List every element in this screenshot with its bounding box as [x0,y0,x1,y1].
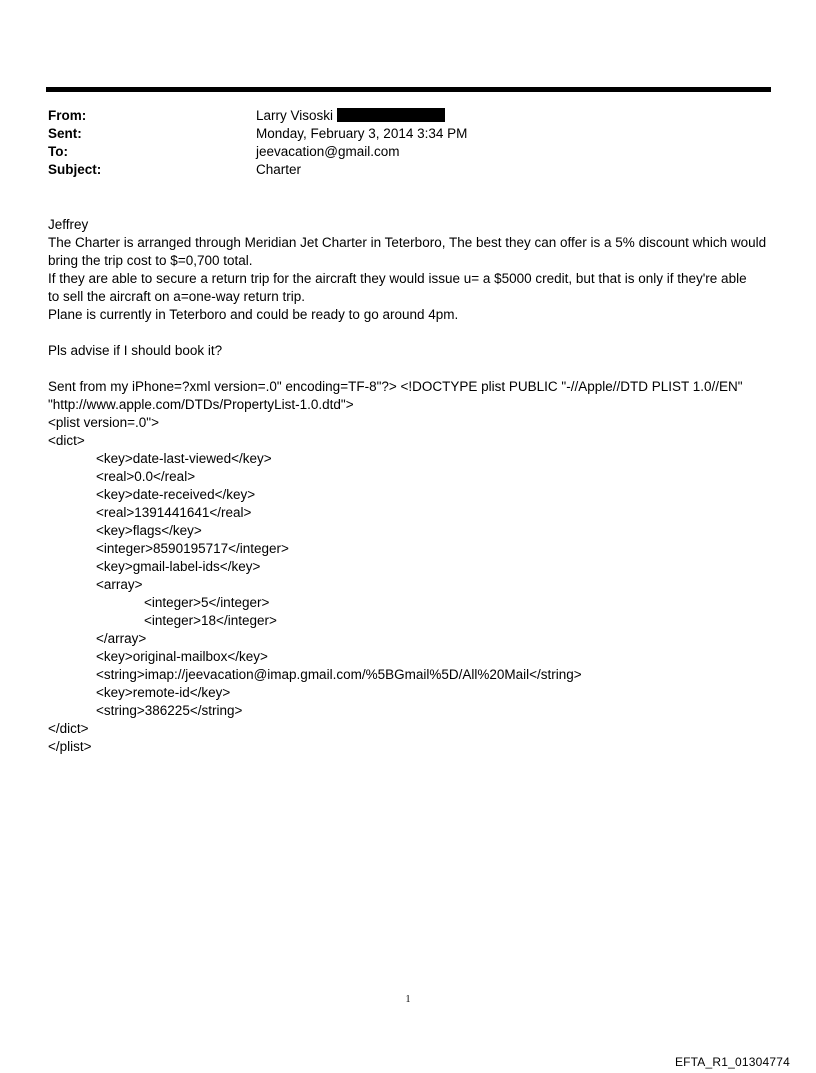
body-line: to sell the aircraft on a=one-way return trip. [48,289,306,304]
plist-line: </array> [96,631,147,646]
to-row [48,143,768,161]
signature-line: "http://www.apple.com/DTDs/PropertyList-1.0.dtd"> [48,397,354,412]
blank-line [48,360,772,378]
body-line: The Charter is arranged through Meridian Jet Charter in Teterboro, The best they can offer is a 5% discount which would [48,235,767,250]
plist-line: <real>1391441641</real> [96,505,252,520]
subject-value: Charter [256,162,302,177]
redaction-box [337,108,445,122]
plist-line: <key>gmail-label-ids</key> [96,559,261,574]
plist-line: <integer>5</integer> [144,595,270,610]
blank-line [48,324,772,342]
body-line: bring the trip cost to $=0,700 total. [48,253,253,268]
sent-value: Monday, February 3, 2014 3:34 PM [256,126,468,141]
plist-line: </dict> [48,721,89,736]
document-id: EFTA_R1_01304774 [674,1055,790,1069]
plist-line: <string>imap://jeevacation@imap.gmail.com/%5BGmail%5D/All%20Mail</string> [96,667,582,682]
header-divider [46,87,771,92]
body-line: If they are able to secure a return trip for the aircraft they would issue u= a $5000 credit, but that is only if they're able [48,271,747,286]
to-label: To: [48,144,68,159]
plist-line: </plist> [48,739,92,754]
question-line: Pls advise if I should book it? [48,343,223,358]
page-number: 1 [405,994,411,1005]
signature-line: Sent from my iPhone=?xml version=.0" encoding=TF-8"?> <!DOCTYPE plist PUBLIC "-//Apple//DTD PLIST 1.0//EN" [48,379,743,394]
plist-line: <key>flags</key> [96,523,202,538]
email-body [48,216,772,756]
from-value: Larry Visoski [256,108,334,123]
plist-line: <array> [96,577,143,592]
plist-line: <string>386225</string> [96,703,243,718]
plist-line: <key>date-last-viewed</key> [96,451,272,466]
greeting: Jeffrey [48,217,89,232]
to-value: jeevacation@gmail.com [256,144,400,159]
sent-row [48,125,768,143]
sent-label: Sent: [48,126,82,141]
plist-line: <dict> [48,433,85,448]
plist-line: <integer>18</integer> [144,613,277,628]
email-header [48,107,768,179]
from-label: From: [48,108,87,123]
plist-line: <integer>8590195717</integer> [96,541,289,556]
subject-label: Subject: [48,162,102,177]
plist-line: <key>date-received</key> [96,487,256,502]
from-row [48,107,768,125]
plist-line: <key>original-mailbox</key> [96,649,268,664]
plist-line: <real>0.0</real> [96,469,196,484]
from-value-wrap [256,107,768,125]
plist-line: <key>remote-id</key> [96,685,231,700]
plist-line: <plist version=.0"> [48,415,159,430]
body-line: Plane is currently in Teterboro and could be ready to go around 4pm. [48,307,459,322]
subject-row [48,161,768,179]
